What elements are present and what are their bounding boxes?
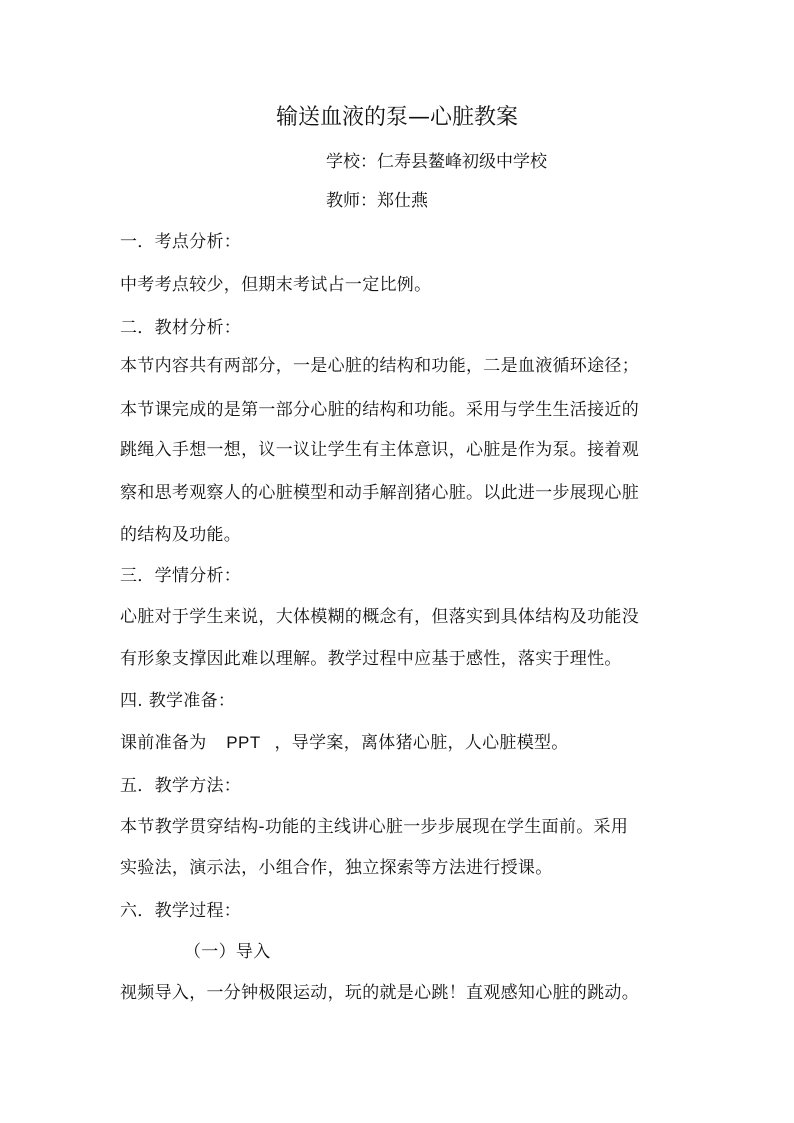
section-text-exam-points: 中考考点较少，但期末考试占一定比例。 — [120, 275, 432, 295]
teacher-line: 教师：郑仕燕 — [326, 191, 428, 211]
paragraph-line: 有形象支撑因此难以理解。教学过程中应基于感性，落实于理性。 — [120, 649, 622, 669]
subsection-heading-intro: （一）导入 — [184, 942, 271, 962]
section-heading-exam-points: 一．考点分析： — [120, 232, 242, 252]
paragraph-line: 的结构及功能。 — [120, 525, 242, 545]
prep-text-end: ，导学案，离体猪心脏，人心脏模型。 — [274, 733, 569, 753]
paragraph-line: 心脏对于学生来说，大体模糊的概念有，但落实到具体结构及功能没 — [120, 607, 639, 627]
section-text-preparation — [120, 732, 569, 754]
paragraph-line: 本节教学贯穿结构-功能的主线讲心脏一步步展现在学生面前。采用 — [120, 817, 629, 837]
section-heading-method: 五．教学方法： — [120, 776, 242, 796]
paragraph-line: 本节内容共有两部分，一是心脏的结构和功能，二是血液循环途径； — [120, 356, 639, 376]
paragraph-line: 察和思考观察人的心脏模型和动手解剖猪心脏。以此进一步展现心脏 — [120, 483, 639, 503]
paragraph-line: 本节课完成的是第一部分心脏的结构和功能。采用与学生生活接近的 — [120, 400, 639, 420]
school-line: 学校：仁寿县鳌峰初级中学校 — [326, 152, 547, 172]
section-heading-process: 六．教学过程： — [120, 901, 242, 921]
prep-text-ppt: PPT — [226, 733, 261, 752]
section-heading-textbook: 二．教材分析： — [120, 318, 242, 338]
section-heading-preparation: 四. 教学准备： — [120, 691, 236, 711]
prep-text-start: 课前准备为 — [120, 733, 207, 753]
section-heading-learner: 三．学情分析： — [120, 566, 242, 586]
paragraph-line: 跳绳入手想一想，议一议让学生有主体意识，心脏是作为泵。接着观 — [120, 440, 639, 460]
document-title: 输送血液的泵—心脏教案 — [275, 105, 518, 130]
paragraph-line: 实验法，演示法，小组合作，独立探索等方法进行授课。 — [120, 858, 553, 878]
section-text-intro: 视频导入，一分钟极限运动，玩的就是心跳！直观感知心脏的跳动。 — [120, 983, 639, 1003]
